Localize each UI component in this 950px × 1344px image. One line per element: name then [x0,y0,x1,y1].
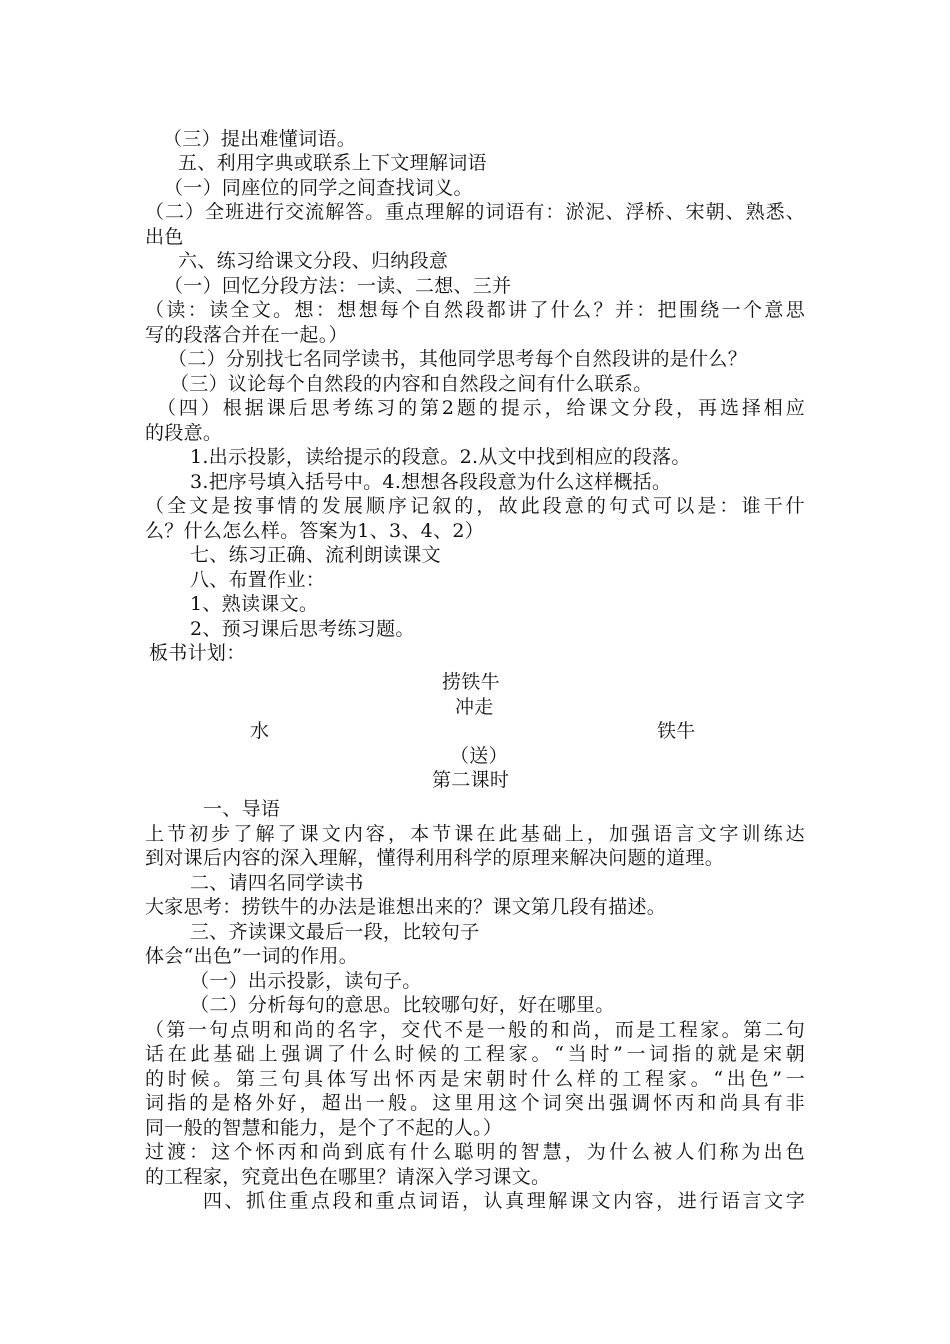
text-line: 上节初步了解了课文内容，本节课在此基础上，加强语言文字训练达 [145,823,805,845]
text-line: （二）分别找七名同学读书，其他同学思考每个自然段讲的是什么？ [168,348,748,370]
text-line: 大家思考：捞铁牛的办法是谁想出来的？课文第几段有描述。 [145,896,667,918]
text-line: 么？什么怎么样。答案为1、3、4、2） [145,520,485,542]
text-line: 到对课后内容的深入理解，懂得利用科学的原理来解决问题的道理。 [145,847,725,869]
text-line: （三）提出难懂词语。 [163,128,357,150]
text-line: 话在此基础上强调了什么时候的工程家。“当时”一词指的就是宋朝 [145,1043,805,1065]
text-line: 写的段落合并在一起。） [145,324,348,346]
board-text: 水 [250,720,270,742]
text-line: 同一般的智慧和能力，是个了不起的人。） [145,1117,503,1139]
text-line: （第一句点明和尚的名字，交代不是一般的和尚，而是工程家。第二句 [145,1019,805,1041]
board-text: （送） [450,745,508,767]
section-heading: 六、练习给课文分段、归纳段意 [178,250,449,272]
text-line: 1.出示投影，读给提示的段意。2.从文中找到相应的段落。 [190,446,691,468]
text-line: （全文是按事情的发展顺序记叙的，故此段意的句式可以是：谁干什 [145,495,805,517]
text-line: （一）同座位的同学之间查找词义。 [164,177,473,199]
board-text: 铁牛 [657,720,696,742]
text-line: （二）分析每句的意思。比较哪句好，好在哪里。 [190,994,615,1016]
section-heading: 五、利用字典或联系上下文理解词语 [178,152,487,174]
text-line: 2、预习课后思考练习题。 [190,618,415,640]
text-line: 3.把序号填入括号中。4.想想各段段意为什么这样概括。 [190,471,672,493]
board-text: 冲走 [455,696,494,718]
text-line: （三）议论每个自然段的内容和自然段之间有什么联系。 [170,373,653,395]
lesson-heading: 第二课时 [432,769,510,791]
section-heading: 四、抓住重点段和重点词语，认真理解课文内容，进行语言文字 [203,1190,805,1212]
text-line: （读：读全文。想：想想每个自然段都讲了什么？并：把围绕一个意思 [145,299,805,321]
text-line: 词指的是格外好，超出一般。这里用这个词突出强调怀丙和尚具有非 [145,1092,805,1114]
section-heading: 二、请四名同学读书 [190,872,364,894]
text-line: （四）根据课后思考练习的第2题的提示，给课文分段，再选择相应 [157,397,805,419]
text-line: 出色 [145,226,184,248]
section-heading: 三、齐读课文最后一段，比较句子 [190,921,480,943]
text-line: 的工程家，究竟出色在哪里？请深入学习课文。 [145,1166,551,1188]
section-heading: 一、导语 [203,798,281,820]
board-title: 捞铁牛 [442,671,500,693]
text-line: 体会“出色”一词的作用。 [145,945,359,967]
text-line: （一）回忆分段方法：一读、二想、三并 [164,275,512,297]
text-line: 板书计划： [149,642,246,664]
section-heading: 七、练习正确、流利朗读课文 [190,544,441,566]
text-line: 过渡：这个怀丙和尚到底有什么聪明的智慧，为什么被人们称为出色 [145,1141,805,1163]
text-line: （一）出示投影，读句子。 [190,970,422,992]
text-line: 的时候。第三句具体写出怀丙是宋朝时什么样的工程家。“出色”一 [145,1068,805,1090]
text-line: 的段意。 [145,422,223,444]
text-line: 1、熟读课文。 [190,593,319,615]
section-heading: 八、布置作业： [190,569,326,591]
text-line: （二）全班进行交流解答。重点理解的词语有：淤泥、浮桥、宋朝、熟悉、 [145,201,805,223]
